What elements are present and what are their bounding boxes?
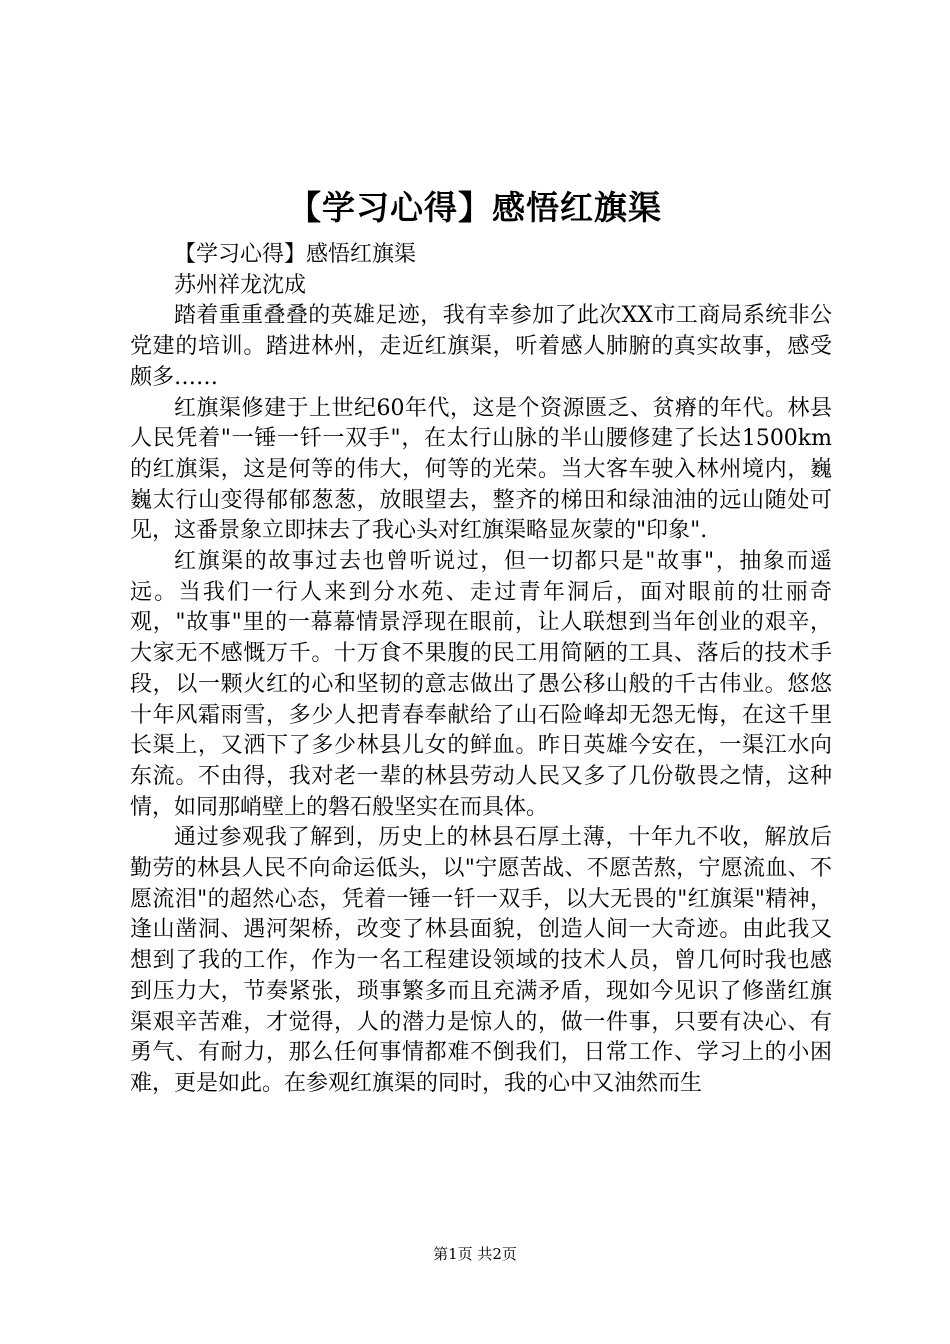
body-heading: 【学习心得】感悟红旗渠 — [174, 242, 417, 267]
paragraph: 红旗渠的故事过去也曾听说过，但一切都只是"故事"，抽象而遥远。当我们一行人来到分水苑、走过青年洞后，面对眼前的壮丽奇观，"故事"里的一幕幕情景浮现在眼前，让人联想到当年创业的艰辛，大家无不感慨万千。十万食不果腹的民工用简陋的工具、落后的技术手段，以一颗火红的心和坚韧的意志做出了愚公移山般的千古伟业。悠悠十年风霜雨雪，多少人把青春奉献给了山石险峰却无怨无悔，在这千里长渠上，又洒下了多少林县儿女的鲜血。昨日英雄今安在，一渠江水向东流。不由得，我对老一辈的林县劳动人民又多了几份敬畏之情，这种情，如同那峭壁上的磐石般坚实在而具体。 — [130, 549, 832, 820]
author-line: 苏州祥龙沈成 — [174, 272, 307, 298]
document-body — [130, 240, 832, 1100]
page-number: 第1页 共2页 — [433, 1245, 517, 1263]
document-title: 【学习心得】感悟红旗渠 — [288, 188, 662, 227]
paragraph: 红旗渠修建于上世纪60年代，这是个资源匮乏、贫瘠的年代。林县人民凭着"一锤一钎一双手"，在太行山脉的半山腰修建了长达1500km的红旗渠，这是何等的伟大，何等的光荣。当大客车驶入林州境内，巍巍太行山变得郁郁葱葱，放眼望去，整齐的梯田和绿油油的远山随处可见，这番景象立即抹去了我心头对红旗渠略显灰蒙的"印象". — [130, 395, 832, 544]
paragraph: 通过参观我了解到，历史上的林县石厚土薄，十年九不收，解放后勤劳的林县人民不向命运低头，以"宁愿苦战、不愿苦熬，宁愿流血、不愿流泪"的超然心态，凭着一锤一钎一双手，以大无畏的"红旗渠"精神，逢山凿洞、遇河架桥，改变了林县面貌，创造人间一大奇迹。由此我又想到了我的工作，作为一名工程建设领域的技术人员，曾几何时我也感到压力大，节奏紧张，琐事繁多而且充满矛盾，现如今见识了修凿红旗渠艰辛苦难，才觉得，人的潜力是惊人的，做一件事，只要有决心、有勇气、有耐力，那么任何事情都难不倒我们，日常工作、学习上的小困难，更是如此。在参观红旗渠的同时，我的心中又油然而生 — [130, 825, 832, 1096]
paragraph: 踏着重重叠叠的英雄足迹，我有幸参加了此次XX市工商局系统非公党建的培训。踏进林州，走近红旗渠，听着感人肺腑的真实故事，感受颇多…… — [130, 303, 832, 390]
